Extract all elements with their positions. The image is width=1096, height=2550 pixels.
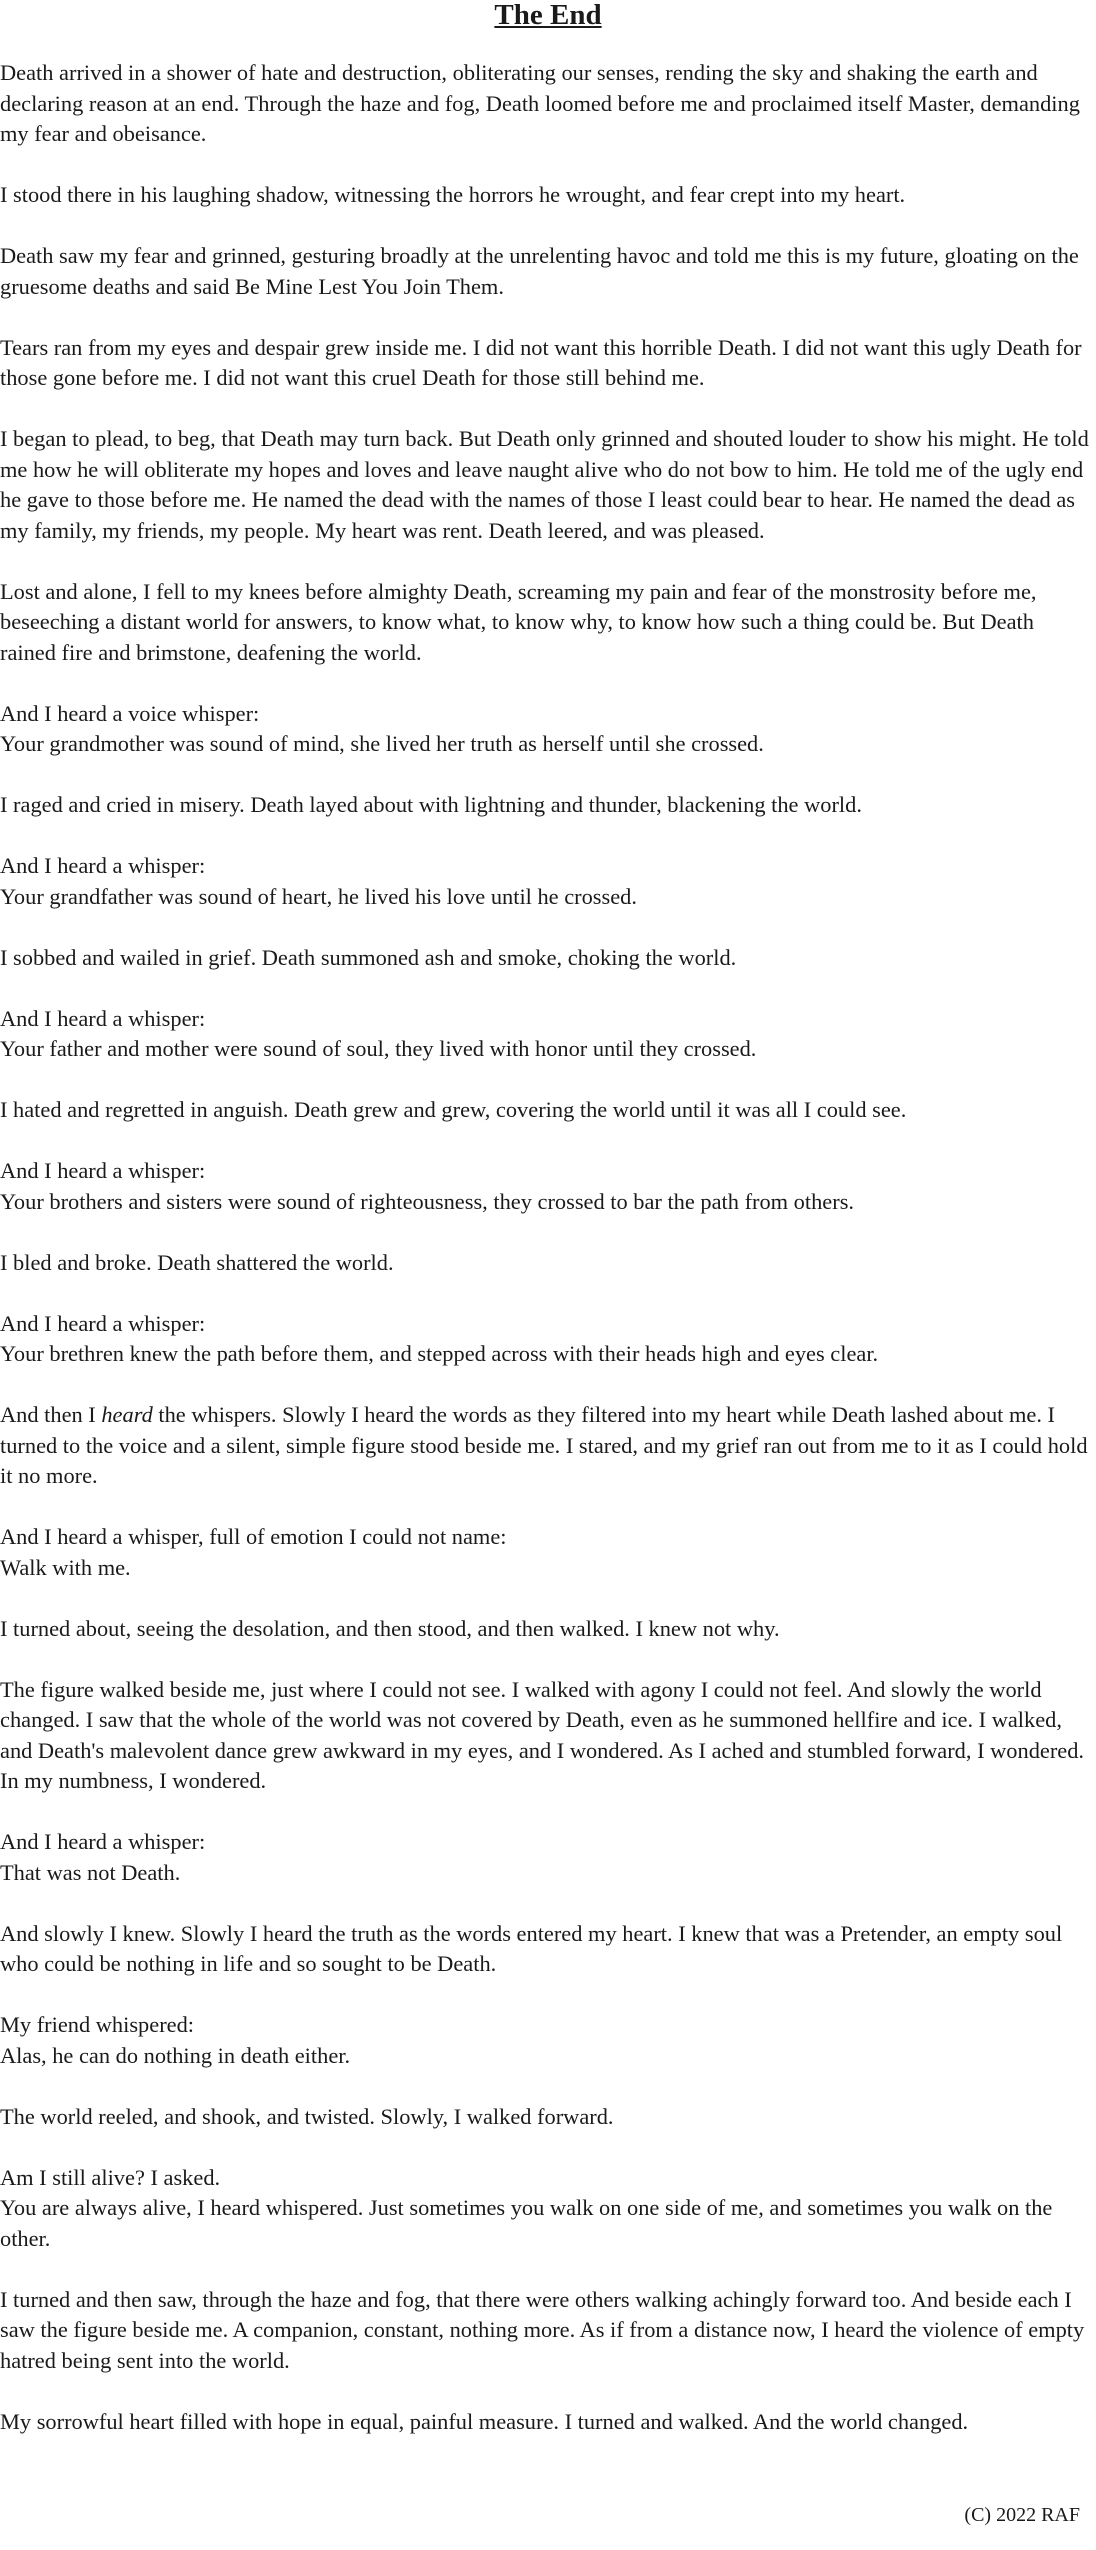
story-paragraph <box>0 1248 1092 1279</box>
paragraph-line: I stood there in his laughing shadow, witnessing the horrors he wrought, and fear crept into my heart. <box>0 182 906 207</box>
story-paragraph <box>0 241 1092 302</box>
story-body <box>0 30 1096 2437</box>
paragraph-line: And I heard a voice whisper: <box>0 700 260 726</box>
story-paragraph <box>0 1156 1092 1217</box>
story-paragraph <box>0 180 1092 211</box>
paragraph-line: Am I still alive? I asked. <box>0 2164 221 2190</box>
paragraph-line: My friend whispered: <box>0 2012 195 2037</box>
paragraph-line: Tears ran from my eyes and despair grew inside me. I did not want this horrible Death. I did not want this ugly Death for those gone before me. I did not want this cruel Death for those still behind me. <box>0 334 1082 390</box>
story-paragraph <box>0 2010 1092 2071</box>
paragraph-line: Your brethren knew the path before them, and stepped across with their heads high and eyes clear. <box>0 1341 879 1366</box>
story-paragraph <box>0 333 1092 394</box>
paragraph-line: Your brothers and sisters were sound of righteousness, they crossed to bar the path from others. <box>0 1188 855 1214</box>
story-paragraph <box>0 2407 1092 2438</box>
paragraph-line: That was not Death. <box>0 1859 181 1885</box>
story-paragraph <box>0 699 1092 760</box>
story-paragraph <box>0 1614 1092 1645</box>
paragraph-line: Death arrived in a shower of hate and destruction, obliterating our senses, rending the sky and shaking the earth and declaring reason at an end. Through the haze and fog, Death loomed before me and proclaimed itself Master, demanding my fear and obeisance. <box>0 60 1080 146</box>
page-title: The End <box>494 0 602 31</box>
paragraph-line: Death saw my fear and grinned, gesturing broadly at the unrelenting havoc and told me this is my future, gloating on the gruesome deaths and said Be Mine Lest You Join Them. <box>0 243 1079 299</box>
paragraph-line: I sobbed and wailed in grief. Death summoned ash and smoke, choking the world. <box>0 944 737 970</box>
story-paragraph <box>0 851 1092 912</box>
paragraph-line: The figure walked beside me, just where I could not see. I walked with agony I could not feel. And slowly the world changed. I saw that the whole of the world was not covered by Death, even as he summoned hellfire and ice. I walked, and Death's malevolent dance grew awkward in my eyes, and I wondered. As I ached and stumbled forward, I wondered. In my numbness, I wondered. <box>0 1676 1085 1793</box>
story-paragraph <box>0 943 1092 974</box>
emphasized-word: heard <box>101 1402 153 1427</box>
story-paragraph <box>0 58 1092 150</box>
copyright-notice: (C) 2022 RAF <box>964 2504 1080 2526</box>
paragraph-line: I bled and broke. Death shattered the world. <box>0 1249 394 1275</box>
paragraph-text: And then I <box>0 1402 102 1427</box>
paragraph-line: My sorrowful heart filled with hope in equal, painful measure. I turned and walked. And the world changed. <box>0 2408 969 2434</box>
paragraph-line: I hated and regretted in anguish. Death grew and grew, covering the world until it was all I could see. <box>0 1097 907 1122</box>
story-paragraph <box>0 1309 1092 1370</box>
paragraph-line: And I heard a whisper: <box>0 853 206 878</box>
paragraph-line: And I heard a whisper: <box>0 1310 206 1336</box>
paragraph-line: Alas, he can do nothing in death either. <box>0 2042 351 2068</box>
story-paragraph <box>0 1522 1092 1583</box>
paragraph-line: You are always alive, I heard whispered. Just sometimes you walk on one side of me, and sometimes you walk on the other. <box>0 2195 1053 2251</box>
paragraph-line: Your grandmother was sound of mind, she lived her truth as herself until she crossed. <box>0 731 764 756</box>
paragraph-line: And I heard a whisper: <box>0 1158 206 1183</box>
story-paragraph <box>0 577 1092 669</box>
paragraph-line: I raged and cried in misery. Death layed about with lightning and thunder, blackening the world. <box>0 792 862 817</box>
paragraph-line: Your grandfather was sound of heart, he lived his love until he crossed. <box>0 883 637 909</box>
story-paragraph <box>0 2102 1092 2133</box>
story-paragraph <box>0 424 1092 546</box>
paragraph-line: I turned and then saw, through the haze and fog, that there were others walking achingly forward too. And beside each I saw the figure beside me. A companion, constant, nothing more. As if from a distance now, I heard the violence of empty hatred being sent into the world. <box>0 2286 1085 2373</box>
story-paragraph <box>0 2285 1092 2377</box>
story-paragraph <box>0 790 1092 821</box>
paragraph-line: I began to plead, to beg, that Death may turn back. But Death only grinned and shouted louder to show his might. He told me how he will obliterate my hopes and loves and leave naught alive who do not bow to him. He told me of the ugly end he gave to those before me. He named the dead with the names of those I least could bear to hear. He named the dead as my family, my friends, my people. My heart was rent. Death leered, and was pleased. <box>0 426 1089 543</box>
paragraph-line: The world reeled, and shook, and twisted. Slowly, I walked forward. <box>0 2103 614 2129</box>
paragraph-line: And I heard a whisper, full of emotion I could not name: <box>0 1524 507 1549</box>
story-paragraph <box>0 1095 1092 1126</box>
story-paragraph <box>0 1400 1092 1492</box>
story-paragraph <box>0 1675 1092 1797</box>
story-paragraph <box>0 1919 1092 1980</box>
story-paragraph <box>0 1004 1092 1065</box>
paragraph-line: Your father and mother were sound of soul, they lived with honor until they crossed. <box>0 1036 757 1061</box>
paragraph-line: Lost and alone, I fell to my knees before almighty Death, screaming my pain and fear of the monstrosity before me, beseeching a distant world for answers, to know what, to know why, to know how such a thing could be. But Death rained fire and brimstone, deafening the world. <box>0 578 1037 665</box>
paragraph-line: Walk with me. <box>0 1554 131 1580</box>
paragraph-line: I turned about, seeing the desolation, and then stood, and then walked. I knew not why. <box>0 1615 780 1641</box>
paragraph-text: the whispers. Slowly I heard the words as they filtered into my heart while Death lashed about me. I turned to the voice and a silent, simple figure stood beside me. I stared, and my grief ran out from me to it as I could hold it no more. <box>0 1402 1088 1488</box>
paragraph-line: And slowly I knew. Slowly I heard the truth as the words entered my heart. I knew that was a Pretender, an empty soul who could be nothing in life and so sought to be Death. <box>0 1920 1063 1976</box>
paragraph-line: And I heard a whisper: <box>0 1005 206 1031</box>
story-paragraph <box>0 2163 1092 2255</box>
paragraph-line: And I heard a whisper: <box>0 1829 206 1854</box>
story-paragraph <box>0 1827 1092 1888</box>
